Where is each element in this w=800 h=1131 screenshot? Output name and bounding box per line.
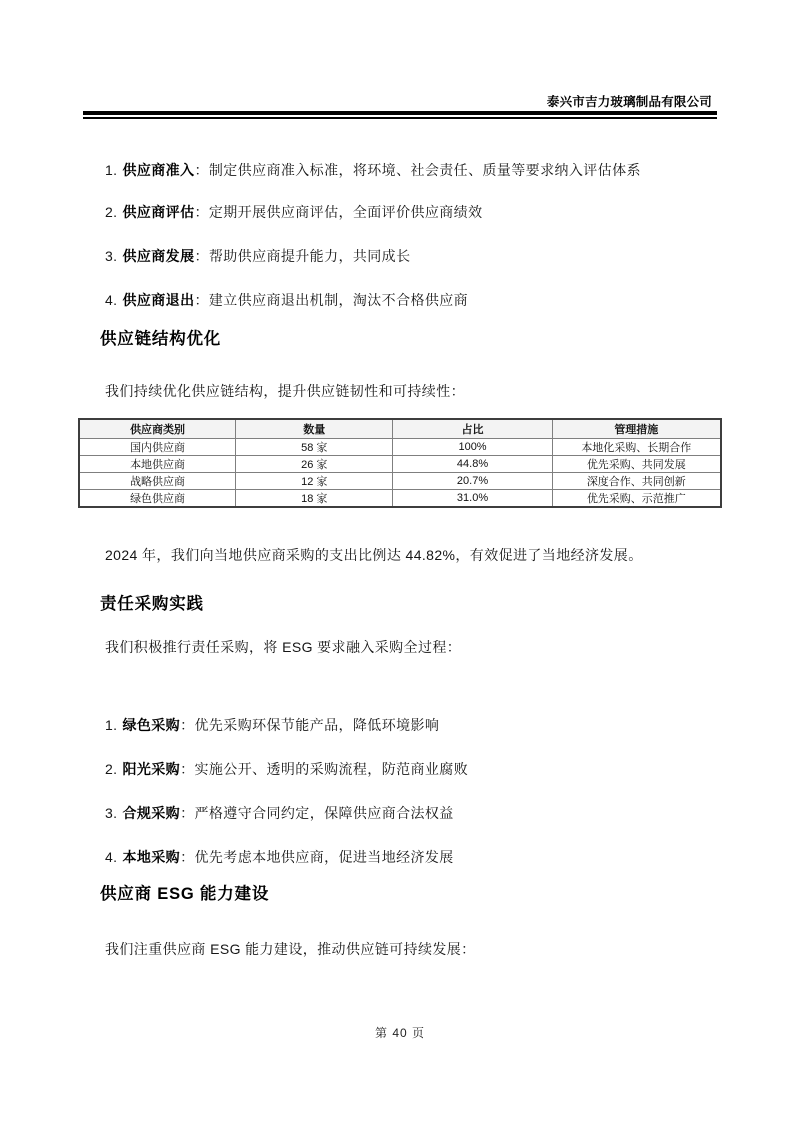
paragraph-chain-intro: 我们持续优化供应链结构，提升供应链韧性和可持续性：	[105, 383, 465, 399]
section-heading-esg-capacity: 供应商 ESG 能力建设	[100, 885, 270, 903]
list-item-label: 供应商退出	[122, 292, 195, 308]
table-cell: 12 家	[236, 472, 393, 489]
company-name: 泰兴市吉力玻璃制品有限公司	[546, 95, 712, 109]
list-item-label: 合规采购	[122, 805, 181, 821]
table-cell: 31.0%	[393, 489, 552, 507]
page-number: 第 40 页	[374, 1026, 426, 1040]
list-item-supplier-development	[105, 246, 410, 266]
table-cell: 100%	[393, 438, 552, 455]
table-row	[79, 455, 721, 472]
table-cell: 58 家	[236, 438, 393, 455]
table-cell: 国内供应商	[79, 438, 236, 455]
table-header-row	[79, 419, 721, 438]
table-header-measures: 管理措施	[552, 419, 721, 438]
table-cell: 18 家	[236, 489, 393, 507]
table-cell: 20.7%	[393, 472, 552, 489]
paragraph-local-procurement-note: 2024 年，我们向当地供应商采购的支出比例达 44.82%，有效促进了当地经济发展。	[105, 547, 643, 563]
list-item-text: ：实施公开、透明的采购流程，防范商业腐败	[180, 761, 469, 777]
list-item-label: 供应商发展	[122, 248, 195, 264]
section-heading-responsible-procurement: 责任采购实践	[100, 595, 204, 613]
table-row	[79, 472, 721, 489]
table-cell: 优先采购、示范推广	[552, 489, 721, 507]
list-item-compliant-procurement	[105, 803, 454, 823]
list-item-supplier-admission	[105, 160, 641, 180]
list-item-text: ：优先考虑本地供应商，促进当地经济发展	[180, 849, 454, 865]
paragraph-procurement-intro: 我们积极推行责任采购，将 ESG 要求融入采购全过程：	[105, 639, 462, 655]
table-header-quantity: 数量	[236, 419, 393, 438]
header-rule-thin	[83, 117, 717, 119]
supplier-structure-table	[78, 418, 722, 508]
table-cell: 本地供应商	[79, 455, 236, 472]
table-cell: 战略供应商	[79, 472, 236, 489]
list-item-label: 供应商准入	[122, 162, 195, 178]
table-row	[79, 438, 721, 455]
list-item-transparent-procurement	[105, 759, 468, 779]
list-item-label: 绿色采购	[122, 717, 181, 733]
list-item-number: 4.	[105, 292, 118, 308]
table-header-share: 占比	[393, 419, 552, 438]
list-item-text: ：建立供应商退出机制，淘汰不合格供应商	[194, 292, 469, 308]
table-row	[79, 489, 721, 507]
table-header-category: 供应商类别	[79, 419, 236, 438]
list-item-text: ：帮助供应商提升能力，共同成长	[194, 248, 411, 264]
list-item-number: 2.	[105, 204, 118, 220]
list-item-supplier-evaluation	[105, 202, 482, 222]
list-item-label: 阳光采购	[122, 761, 181, 777]
list-item-number: 1.	[105, 162, 118, 178]
table-cell: 绿色供应商	[79, 489, 236, 507]
list-item-green-procurement	[105, 715, 439, 735]
list-item-number: 1.	[105, 717, 118, 733]
list-item-label: 供应商评估	[122, 204, 195, 220]
table-cell: 本地化采购、长期合作	[552, 438, 721, 455]
list-item-number: 2.	[105, 761, 118, 777]
list-item-supplier-exit	[105, 290, 468, 310]
list-item-text: ：严格遵守合同约定，保障供应商合法权益	[180, 805, 454, 821]
list-item-text: ：制定供应商准入标准，将环境、社会责任、质量等要求纳入评估体系	[194, 162, 641, 178]
table-cell: 优先采购、共同发展	[552, 455, 721, 472]
page-footer	[0, 1024, 800, 1041]
table-cell: 深度合作、共同创新	[552, 472, 721, 489]
list-item-number: 3.	[105, 248, 118, 264]
list-item-text: ：优先采购环保节能产品，降低环境影响	[180, 717, 440, 733]
table-cell: 26 家	[236, 455, 393, 472]
list-item-number: 4.	[105, 849, 118, 865]
section-heading-chain-structure: 供应链结构优化	[100, 330, 222, 348]
list-item-local-procurement	[105, 847, 454, 867]
paragraph-esg-intro: 我们注重供应商 ESG 能力建设，推动供应链可持续发展：	[105, 941, 476, 957]
list-item-text: ：定期开展供应商评估，全面评价供应商绩效	[194, 204, 483, 220]
list-item-label: 本地采购	[122, 849, 181, 865]
header-rule-thick	[83, 111, 717, 115]
list-item-number: 3.	[105, 805, 118, 821]
table-cell: 44.8%	[393, 455, 552, 472]
